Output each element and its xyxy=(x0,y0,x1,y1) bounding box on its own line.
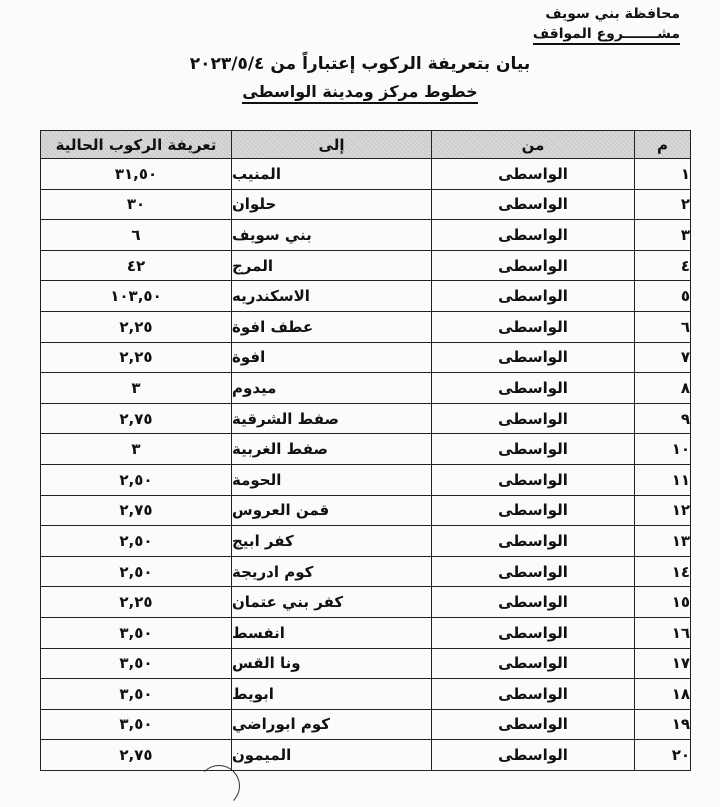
row-index: ١٥ xyxy=(635,587,691,618)
row-to: المرج xyxy=(232,250,432,281)
row-to: كوم ادريجة xyxy=(232,556,432,587)
row-to: انفسط xyxy=(232,617,432,648)
row-from: الواسطى xyxy=(432,679,635,710)
row-to: حلوان xyxy=(232,189,432,220)
row-index: ٦ xyxy=(635,311,691,342)
row-from: الواسطى xyxy=(432,617,635,648)
row-index: ١٤ xyxy=(635,556,691,587)
table-row xyxy=(41,373,691,404)
row-to: صفط الشرقية xyxy=(232,403,432,434)
row-fare: ٣ xyxy=(41,434,232,465)
row-fare: ٢,٢٥ xyxy=(41,311,232,342)
row-index: ٧ xyxy=(635,342,691,373)
row-to: كفر بني عتمان xyxy=(232,587,432,618)
table-row xyxy=(41,648,691,679)
table-row xyxy=(41,495,691,526)
table-row xyxy=(41,311,691,342)
row-from: الواسطى xyxy=(432,434,635,465)
row-fare: ٢,٢٥ xyxy=(41,342,232,373)
row-to: الاسكندريه xyxy=(232,281,432,312)
row-fare: ٣٠ xyxy=(41,189,232,220)
row-index: ١٨ xyxy=(635,679,691,710)
row-fare: ٣ xyxy=(41,373,232,404)
row-from: الواسطى xyxy=(432,740,635,771)
row-fare: ٢,٢٥ xyxy=(41,587,232,618)
row-to: المنيب xyxy=(232,159,432,190)
table-row xyxy=(41,587,691,618)
table-row xyxy=(41,679,691,710)
row-to: افوة xyxy=(232,342,432,373)
row-from: الواسطى xyxy=(432,556,635,587)
row-fare: ٣,٥٠ xyxy=(41,648,232,679)
row-to: كفر ابيج xyxy=(232,526,432,557)
row-from: الواسطى xyxy=(432,526,635,557)
row-index: ٨ xyxy=(635,373,691,404)
table-row xyxy=(41,434,691,465)
column-header-to: إلى xyxy=(232,131,432,159)
row-fare: ٢,٧٥ xyxy=(41,403,232,434)
row-from: الواسطى xyxy=(432,587,635,618)
department-label: مشـــــــروع المواقف xyxy=(533,26,680,45)
row-fare: ٣,٥٠ xyxy=(41,617,232,648)
row-index: ١٣ xyxy=(635,526,691,557)
row-index: ١٩ xyxy=(635,709,691,740)
row-from: الواسطى xyxy=(432,220,635,251)
row-index: ٢ xyxy=(635,189,691,220)
row-index: ١٢ xyxy=(635,495,691,526)
row-fare: ١٠٣,٥٠ xyxy=(41,281,232,312)
row-to: الميمون xyxy=(232,740,432,771)
row-from: الواسطى xyxy=(432,709,635,740)
row-index: ١١ xyxy=(635,464,691,495)
row-from: الواسطى xyxy=(432,250,635,281)
row-from: الواسطى xyxy=(432,495,635,526)
table-row xyxy=(41,250,691,281)
document-title: بيان بتعريفة الركوب إعتباراً من ٢٠٢٣/٥/٤ xyxy=(189,54,531,74)
row-from: الواسطى xyxy=(432,373,635,404)
row-index: ١ xyxy=(635,159,691,190)
row-to: صفط الغربية xyxy=(232,434,432,465)
row-fare: ٢,٥٠ xyxy=(41,464,232,495)
row-index: ٩ xyxy=(635,403,691,434)
column-header-fare: تعريفة الركوب الحالية xyxy=(41,131,232,159)
row-from: الواسطى xyxy=(432,648,635,679)
row-fare: ٤٢ xyxy=(41,250,232,281)
row-to: كوم ابوراضي xyxy=(232,709,432,740)
row-from: الواسطى xyxy=(432,311,635,342)
row-from: الواسطى xyxy=(432,281,635,312)
table-row xyxy=(41,403,691,434)
row-from: الواسطى xyxy=(432,403,635,434)
row-index: ٢٠ xyxy=(635,740,691,771)
subtitle-text: خطوط مركز ومدينة الواسطى xyxy=(242,82,477,104)
row-index: ١٠ xyxy=(635,434,691,465)
row-fare: ٢,٧٥ xyxy=(41,495,232,526)
row-to: ونا القس xyxy=(232,648,432,679)
row-from: الواسطى xyxy=(432,159,635,190)
table-row xyxy=(41,342,691,373)
row-fare: ٣,٥٠ xyxy=(41,679,232,710)
row-from: الواسطى xyxy=(432,342,635,373)
table-row xyxy=(41,464,691,495)
table-row xyxy=(41,526,691,557)
row-to: بني سويف xyxy=(232,220,432,251)
table-row xyxy=(41,189,691,220)
governorate-label: محافظة بني سويف xyxy=(545,6,680,22)
row-to: قمن العروس xyxy=(232,495,432,526)
row-index: ٤ xyxy=(635,250,691,281)
row-fare: ٢,٥٠ xyxy=(41,556,232,587)
table-row xyxy=(41,556,691,587)
table-row xyxy=(41,159,691,190)
column-header-index: م xyxy=(635,131,691,159)
table-row xyxy=(41,281,691,312)
row-fare: ٢,٥٠ xyxy=(41,526,232,557)
fares-table xyxy=(40,130,691,771)
row-index: ٥ xyxy=(635,281,691,312)
handwritten-mark xyxy=(198,765,240,807)
column-header-from: من xyxy=(432,131,635,159)
row-from: الواسطى xyxy=(432,464,635,495)
row-to: ابويط xyxy=(232,679,432,710)
row-from: الواسطى xyxy=(432,189,635,220)
document-subtitle xyxy=(0,82,720,101)
table-row xyxy=(41,709,691,740)
row-fare: ٢,٧٥ xyxy=(41,740,232,771)
row-index: ٣ xyxy=(635,220,691,251)
row-to: الحومة xyxy=(232,464,432,495)
table-header-row xyxy=(41,131,691,159)
row-index: ١٦ xyxy=(635,617,691,648)
row-to: عطف افوة xyxy=(232,311,432,342)
row-fare: ٣,٥٠ xyxy=(41,709,232,740)
row-fare: ٣١,٥٠ xyxy=(41,159,232,190)
table-row xyxy=(41,617,691,648)
row-to: ميدوم xyxy=(232,373,432,404)
table-row xyxy=(41,220,691,251)
row-fare: ٦ xyxy=(41,220,232,251)
table-row xyxy=(41,740,691,771)
row-index: ١٧ xyxy=(635,648,691,679)
